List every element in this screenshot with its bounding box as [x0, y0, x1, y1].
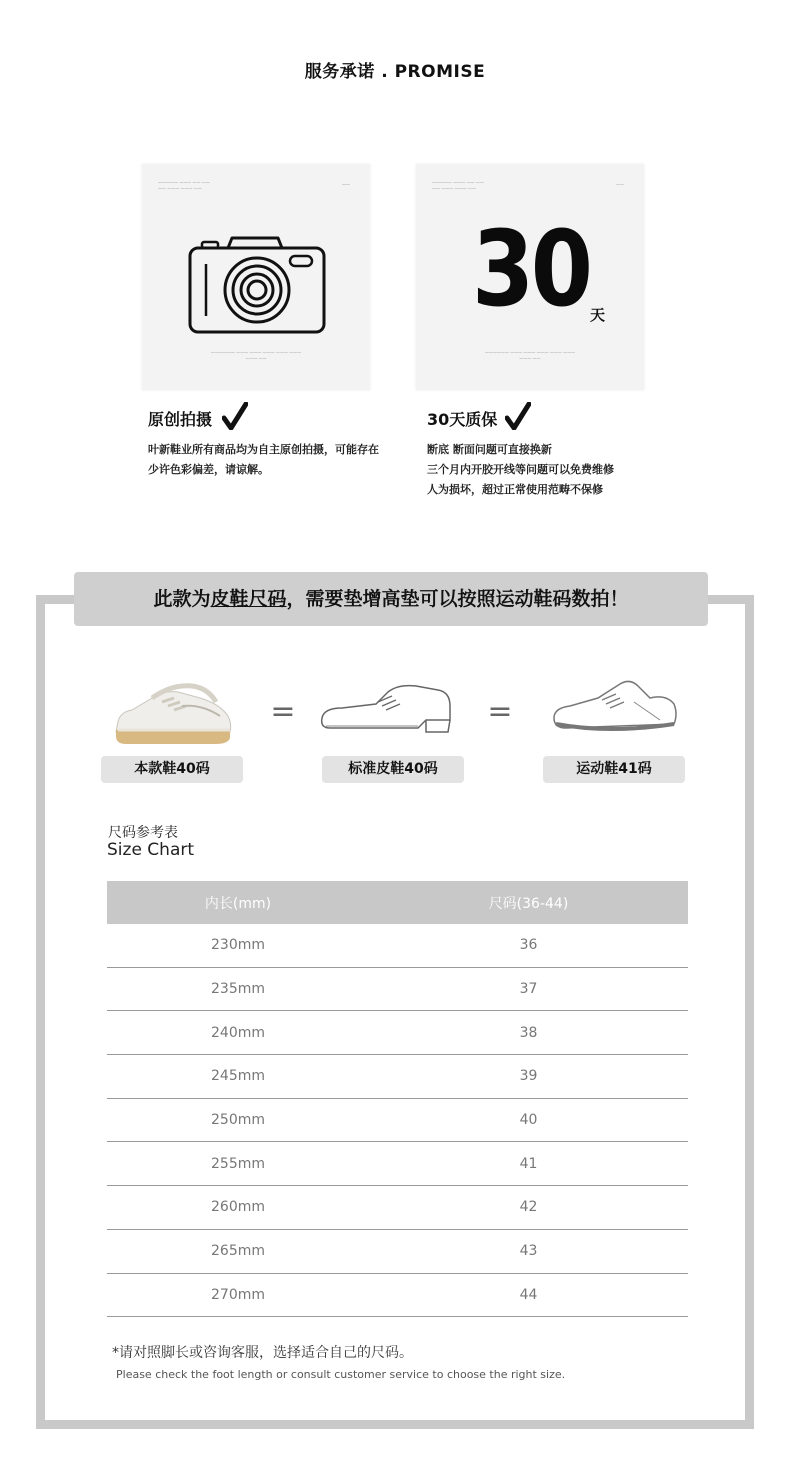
badge-unit: 天 — [590, 306, 606, 324]
warranty-card — [416, 164, 644, 390]
cell-size: 40 — [519, 1112, 538, 1129]
cell-length: 235mm — [211, 981, 265, 998]
label-leather-shoe: 标准皮鞋40码 — [322, 756, 464, 783]
cell-length: 270mm — [211, 1286, 265, 1303]
cell-length: 255mm — [211, 1155, 265, 1172]
camera-icon — [188, 234, 326, 334]
photo-card — [142, 164, 370, 390]
table-row — [107, 1011, 688, 1055]
size-banner — [74, 572, 708, 626]
header-inner-length: 内长(mm) — [204, 895, 272, 912]
table-row — [107, 1186, 688, 1230]
cell-size: 37 — [519, 981, 538, 998]
banner-emphasis: 皮鞋尺码 — [210, 588, 287, 610]
cell-size: 42 — [519, 1199, 538, 1216]
cell-length: 230mm — [211, 937, 265, 954]
promise-title: 服务承诺 . PROMISE — [304, 62, 486, 82]
table-row — [107, 1099, 688, 1143]
equals-sign: = — [487, 694, 513, 729]
desc-line: 人为损坏，超过正常使用范畴不保修 — [427, 483, 603, 496]
cell-length: 265mm — [211, 1243, 265, 1260]
desc-line: 三个月内开胶开线等问题可以免费维修 — [427, 463, 614, 476]
table-row — [107, 1055, 688, 1099]
cell-size: 43 — [519, 1243, 538, 1260]
checkmark-icon — [505, 402, 531, 430]
label-this-shoe: 本款鞋40码 — [101, 756, 243, 783]
cell-length: 260mm — [211, 1199, 265, 1216]
table-row — [107, 1142, 688, 1186]
banner-text: ，需要垫增高垫可以按照运动鞋码数拍！ — [286, 588, 629, 610]
card-fine-print: —— — [616, 182, 624, 187]
banner-text: 此款为 — [153, 588, 211, 610]
sports-shoe-icon — [550, 676, 680, 738]
desc-line: 叶新鞋业所有商品均为自主原创拍摄，可能存在 — [148, 443, 379, 456]
cell-size: 38 — [519, 1024, 538, 1041]
size-chart-title-cn: 尺码参考表 — [108, 825, 178, 841]
sneaker-photo — [112, 676, 236, 746]
cell-length: 245mm — [211, 1068, 265, 1085]
table-row — [107, 924, 688, 968]
desc-line: 少许色彩偏差，请谅解。 — [148, 463, 269, 476]
cell-length: 240mm — [211, 1024, 265, 1041]
cell-length: 250mm — [211, 1112, 265, 1129]
cell-size: 36 — [519, 937, 538, 954]
feature-desc-warranty — [427, 440, 677, 500]
table-row — [107, 968, 688, 1012]
cell-size: 44 — [519, 1286, 538, 1303]
card-fine-print: ————— ——— —— —— —— ——— ——— —— — [158, 180, 210, 191]
feature-title-photo: 原创拍摄 — [148, 410, 213, 429]
header-size: 尺码(36-44) — [488, 895, 569, 912]
table-row — [107, 1274, 688, 1318]
badge-number: 30 — [472, 208, 590, 330]
table-header — [107, 881, 688, 924]
table-row — [107, 1230, 688, 1274]
cell-size: 41 — [519, 1155, 538, 1172]
card-fine-print: —— — [342, 182, 350, 187]
desc-line: 断底 断面问题可直接换新 — [427, 443, 552, 456]
equals-sign: = — [270, 694, 296, 729]
size-chart-title-en: Size Chart — [107, 840, 195, 860]
label-sports-shoe: 运动鞋41码 — [543, 756, 685, 783]
note-cn: *请对照脚长或咨询客服，选择适合自己的尺码。 — [112, 1345, 413, 1361]
leather-shoe-icon — [318, 682, 456, 738]
card-fine-print: —————— ——— ——— ——— ——— ——— ——— —— — [484, 350, 576, 361]
card-fine-print: ————— ——— —— —— —— ——— ——— —— — [432, 180, 484, 191]
feature-title-warranty: 30天质保 — [427, 410, 498, 429]
size-table — [107, 881, 688, 1317]
checkmark-icon — [222, 402, 248, 430]
cell-size: 39 — [519, 1068, 538, 1085]
card-fine-print: —————— ——— ——— ——— ——— ——— ——— —— — [210, 350, 302, 361]
note-en: Please check the foot length or consult customer service to choose the right size. — [116, 1368, 566, 1381]
feature-desc-photo — [148, 440, 398, 480]
